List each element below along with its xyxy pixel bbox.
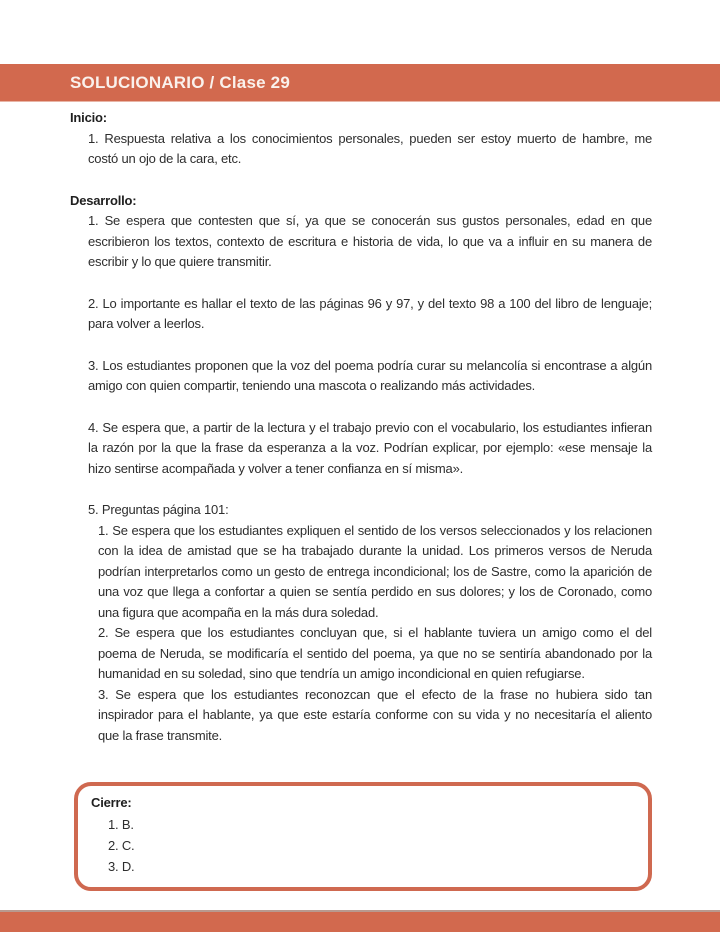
document-body [70,104,652,891]
desarrollo-item-2: 2. Lo importante es hallar el texto de las páginas 96 y 97, y del texto 98 a 100 del libro de lenguaje; para volver a leerlos. [88,295,652,331]
desarrollo-item-4: 4. Se espera que, a partir de la lectura y el trabajo previo con el vocabulario, los estudiantes infieran la razón por la que la frase da esperanza a la voz. Podrían explicar, por ejemplo: «ese mensaje la hizo sentirse acompañada y volver a tener confianza en sí misma». [88,419,652,476]
section-heading-inicio: Inicio: [70,110,107,125]
desarrollo-item-3: 3. Los estudiantes proponen que la voz del poema podría curar su melancolía si encontrase a algún amigo con quien compartir, teniendo una mascota o realizando más actividades. [88,357,652,393]
cierre-box [74,782,652,891]
desarrollo-item-5-sub-2: 2. Se espera que los estudiantes concluyan que, si el hablante tuviera un amigo como el del poema de Neruda, se modificaría el sentido del poema, ya que no se sentiría abandonado por la humanidad en su soledad, sino que tendría un amigo incondicional en quien refugiarse. [98,625,652,681]
desarrollo-item-1: 1. Se espera que contesten que sí, ya que se conocerán sus gustos personales, edad en que escribieron los textos, contexto de escritura e historia de vida, lo que va a influir en su manera de escribir y lo que quiere transmitir. [88,213,652,269]
desarrollo-item-5-sub-1: 1. Se espera que los estudiantes expliquen el sentido de los versos seleccionados y los relacionen con la idea de amistad que se ha trabajado durante la unidad. Los primeros versos de Neruda podrían interpretarlos como un gesto de entrega incondicional; los de Sastre, como la aparición de una voz que llega a confortar a quien se sentía perdido en sus dolores; y los de Coronado, como una figura que acompaña en la más dura soledad. [98,522,652,620]
page-title: SOLUCIONARIO / Clase 29 [70,73,290,92]
header-bar [0,64,720,102]
section-heading-cierre: Cierre: [91,795,132,810]
inicio-item-1: 1. Respuesta relativa a los conocimientos personales, pueden ser estoy muerto de hambre, me costó un ojo de la cara, etc. [88,130,652,166]
desarrollo-item-5-heading: 5. Preguntas página 101: [88,502,229,517]
footer-bar [0,910,720,932]
section-heading-desarrollo: Desarrollo: [70,192,137,208]
desarrollo-item-5-sub-3: 3. Se espera que los estudiantes reconozcan que el efecto de la frase no hubiera sido tan inspirador para el hablante, ya que este estaría conforme con su vida y no necesitaría el aliento que la frase transmite. [98,686,652,743]
cierre-answer-3: 3. D. [108,858,135,874]
cierre-answer-1: 1. B. [108,816,134,832]
cierre-answer-2: 2. C. [108,837,135,853]
